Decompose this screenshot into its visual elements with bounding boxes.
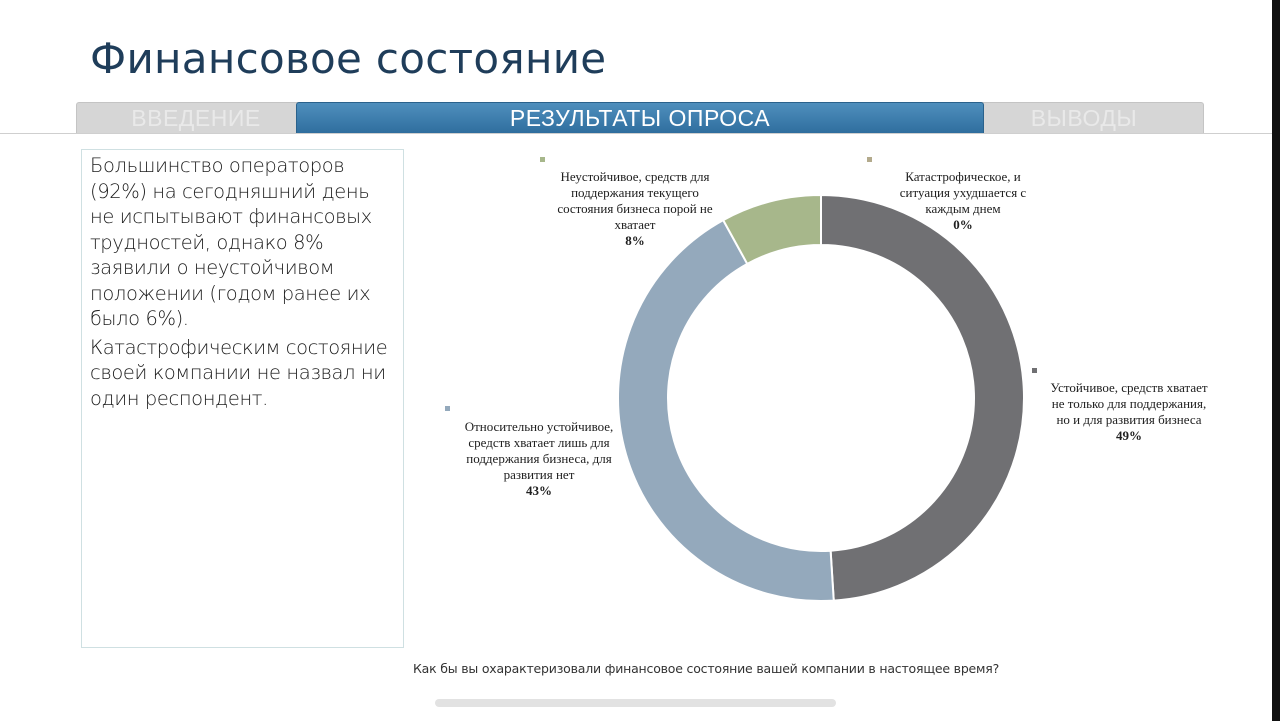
slice-label-stable bbox=[1049, 364, 1209, 444]
slice-label-catastrophic-text: Катастрофическое, и ситуация ухудшается с каждым днем bbox=[899, 169, 1027, 216]
survey-question: Как бы вы охарактеризовали финансовое состояние вашей компании в настоящее время? bbox=[413, 661, 1000, 676]
donut-slice-stable bbox=[821, 195, 1024, 601]
slice-value-catastrophic: 0% bbox=[953, 217, 973, 232]
slice-label-relatively-stable bbox=[459, 403, 619, 499]
horizontal-scrollbar[interactable] bbox=[435, 699, 836, 707]
legend-marker-stable bbox=[1032, 368, 1037, 373]
page-title: Финансовое состояние bbox=[90, 34, 607, 83]
summary-paragraph-2: Катастрофическим состояние своей компании не назвал ни один респондент. bbox=[90, 335, 388, 410]
slice-label-relatively-stable-text: Относительно устойчивое, средств хватает лишь для поддержания бизнеса, для развития нет bbox=[464, 419, 614, 482]
slice-value-stable: 49% bbox=[1116, 428, 1142, 443]
slice-value-unstable: 8% bbox=[625, 233, 645, 248]
legend-marker-catastrophic bbox=[867, 157, 872, 162]
legend-marker-relatively-stable bbox=[445, 406, 450, 411]
slice-label-catastrophic bbox=[882, 153, 1044, 233]
slice-label-stable-text: Устойчивое, средств хватает не только для поддержания, но и для развития бизнеса bbox=[1050, 380, 1208, 427]
legend-marker-unstable bbox=[540, 157, 545, 162]
tab-conclusions[interactable]: ВЫВОДЫ bbox=[964, 102, 1204, 133]
summary-paragraph-1: Большинство операторов (92%) на сегодняшний день не испытывают финансовых трудностей, однако 8% заявили о неустойчивом положении (годом ранее их было 6%). bbox=[90, 154, 372, 330]
slice-label-unstable-text: Неустойчивое, средств для поддержания текущего состояния бизнеса порой не хватает bbox=[557, 169, 713, 232]
tab-survey-results[interactable]: РЕЗУЛЬТАТЫ ОПРОСА bbox=[296, 102, 984, 133]
slice-value-relatively-stable: 43% bbox=[526, 483, 552, 498]
window-edge bbox=[1272, 0, 1280, 721]
donut-slice-relatively-stable bbox=[618, 220, 834, 601]
slice-label-unstable bbox=[556, 153, 714, 249]
tab-introduction[interactable]: ВВЕДЕНИЕ bbox=[76, 102, 316, 133]
